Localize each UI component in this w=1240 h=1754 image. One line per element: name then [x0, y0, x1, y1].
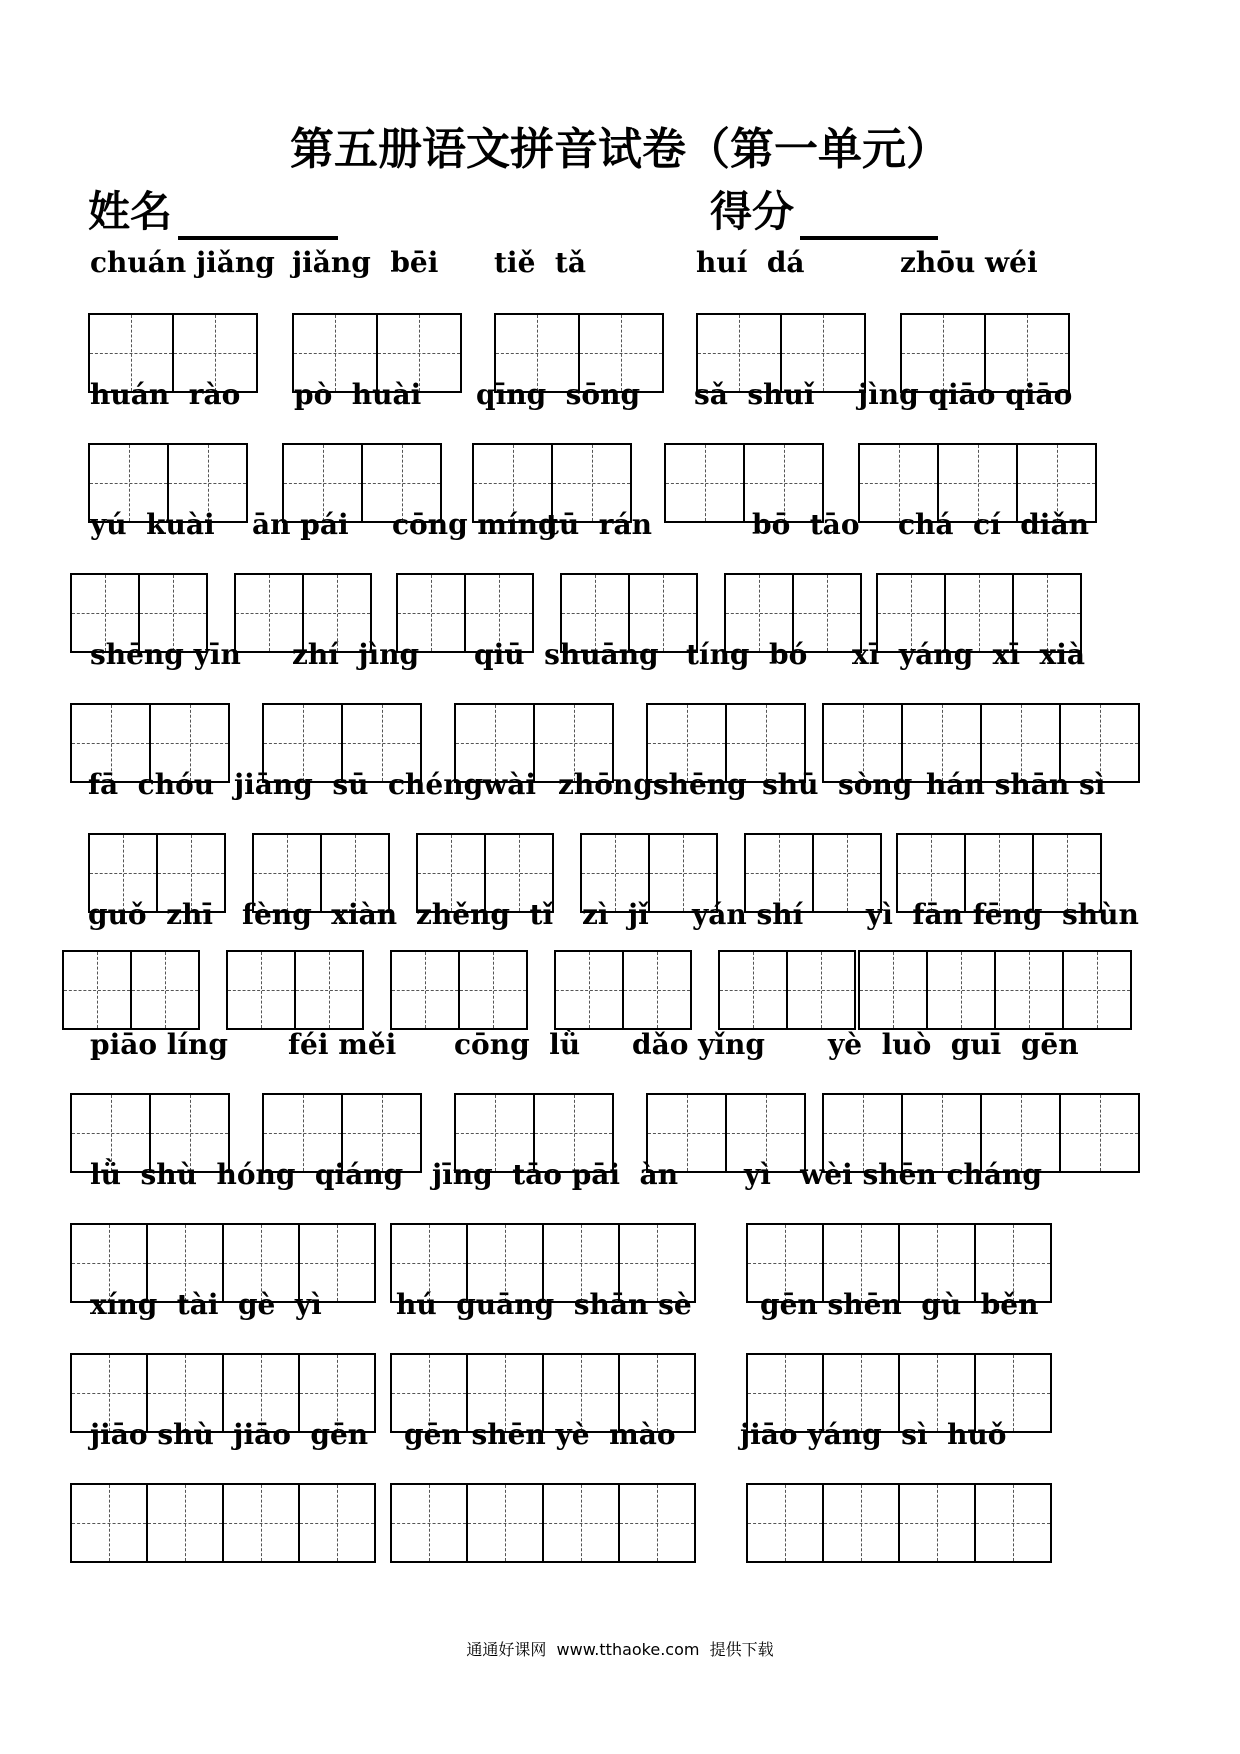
pinyin-prompt: xī yáng xī xià	[852, 638, 1085, 671]
pinyin-prompt: yè luò guī gēn	[828, 1028, 1079, 1061]
pinyin-prompt: tū rán	[546, 508, 653, 541]
pinyin-prompt: lǜ shù hóng qiáng	[90, 1158, 404, 1191]
tianzige-cell[interactable]	[132, 952, 200, 1028]
answer-box-group	[70, 1483, 376, 1563]
tianzige-cell[interactable]	[788, 952, 856, 1028]
tianzige-cell[interactable]	[666, 445, 745, 521]
tianzige-cell[interactable]	[900, 1485, 976, 1561]
pinyin-prompt: huán rào	[90, 378, 241, 411]
pinyin-prompt: yì fān fēng shùn	[866, 898, 1139, 931]
answer-box-group	[554, 950, 692, 1030]
pinyin-prompt: pò huài	[294, 378, 422, 411]
pinyin-prompt: shēng yīn	[90, 638, 241, 671]
tianzige-cell[interactable]	[620, 1485, 696, 1561]
tianzige-cell[interactable]	[556, 952, 624, 1028]
answer-box-group	[858, 950, 1132, 1030]
pinyin-prompt: chá cí diǎn	[898, 508, 1089, 541]
tianzige-cell[interactable]	[624, 952, 692, 1028]
answer-box-group	[226, 950, 364, 1030]
tianzige-cell[interactable]	[148, 1485, 224, 1561]
tianzige-cell[interactable]	[1061, 1095, 1140, 1171]
pinyin-prompt: tíng bó	[686, 638, 808, 671]
pinyin-prompt: zì jǐ	[582, 898, 649, 931]
pinyin-prompt: cōng míng	[392, 508, 558, 541]
score-label: 得分	[710, 187, 795, 236]
pinyin-prompt: cōng lǜ	[454, 1028, 581, 1061]
tianzige-cell[interactable]	[72, 1485, 148, 1561]
pinyin-prompt: gēn shēn yè mào	[404, 1418, 676, 1451]
tianzige-cell[interactable]	[860, 952, 928, 1028]
pinyin-prompt: jiāo yáng sì huǒ	[740, 1418, 1007, 1451]
tianzige-cell[interactable]	[300, 1485, 376, 1561]
pinyin-prompt: bō tāo	[752, 508, 860, 541]
tianzige-cell[interactable]	[224, 1485, 300, 1561]
pinyin-prompt: yú kuài	[90, 508, 215, 541]
tianzige-cell[interactable]	[460, 952, 528, 1028]
pinyin-prompt: hú guāng shān sè	[396, 1288, 692, 1321]
score-blank	[800, 196, 938, 240]
answer-box-group	[718, 950, 856, 1030]
tianzige-cell[interactable]	[296, 952, 364, 1028]
pinyin-prompt: sǎ shuǐ	[694, 378, 815, 411]
pinyin-prompt: ān pái	[252, 508, 349, 541]
pinyin-prompt: yì wèi shēn cháng	[744, 1158, 1042, 1191]
pinyin-prompt: zhōngshēng	[558, 768, 747, 801]
pinyin-prompt: piāo líng	[90, 1028, 228, 1061]
pinyin-prompt: chéngwài	[388, 768, 537, 801]
pinyin-prompt: jiǎng bēi	[292, 246, 439, 279]
pinyin-prompt: zhěng tǐ	[416, 898, 554, 931]
pinyin-prompt: hán shān sì	[926, 768, 1106, 801]
footer-credit: 通通好课网 www.tthaoke.com 提供下载	[466, 1640, 774, 1659]
pinyin-prompt: qiū shuāng	[474, 638, 659, 671]
pinyin-prompt: jiāng sū	[234, 768, 369, 801]
pinyin-prompt: chuán jiǎng	[90, 246, 275, 279]
tianzige-cell[interactable]	[392, 952, 460, 1028]
pinyin-prompt: qīng sōng	[476, 378, 641, 411]
tianzige-cell[interactable]	[996, 952, 1064, 1028]
pinyin-prompt: jiāo shù jiāo gēn	[90, 1418, 369, 1451]
pinyin-prompt: dǎo yǐng	[632, 1028, 765, 1061]
pinyin-prompt: jìng qiāo qiāo	[858, 378, 1073, 411]
pinyin-prompt: tiě tǎ	[494, 246, 586, 279]
tianzige-cell[interactable]	[64, 952, 132, 1028]
tianzige-cell[interactable]	[1064, 952, 1132, 1028]
name-label: 姓名	[88, 187, 173, 236]
pinyin-prompt: zhōu wéi	[900, 246, 1038, 279]
pinyin-prompt: jīng tāo pāi àn	[432, 1158, 679, 1191]
tianzige-cell[interactable]	[720, 952, 788, 1028]
tianzige-cell[interactable]	[468, 1485, 544, 1561]
tianzige-cell[interactable]	[748, 1485, 824, 1561]
pinyin-prompt: féi měi	[288, 1028, 397, 1061]
pinyin-prompt: fèng xiàn	[242, 898, 398, 931]
pinyin-prompt: gēn shēn gù běn	[760, 1288, 1039, 1321]
pinyin-prompt: zhí jìng	[292, 638, 420, 671]
tianzige-cell[interactable]	[976, 1485, 1052, 1561]
pinyin-prompt: yán shí	[692, 898, 804, 931]
pinyin-prompt: guǒ zhī	[88, 898, 214, 931]
tianzige-cell[interactable]	[824, 1485, 900, 1561]
pinyin-prompt: huí dá	[696, 246, 805, 279]
pinyin-prompt: shū sòng	[762, 768, 913, 801]
answer-box-group	[390, 950, 528, 1030]
tianzige-cell[interactable]	[928, 952, 996, 1028]
score-field	[710, 184, 938, 240]
name-field	[88, 184, 338, 240]
tianzige-cell[interactable]	[544, 1485, 620, 1561]
worksheet-title: 第五册语文拼音试卷（第一单元）	[290, 124, 950, 175]
tianzige-cell[interactable]	[392, 1485, 468, 1561]
answer-box-group	[390, 1483, 696, 1563]
name-blank	[178, 196, 338, 240]
answer-box-group	[746, 1483, 1052, 1563]
pinyin-prompt: xíng tài gè yì	[90, 1288, 322, 1321]
tianzige-cell[interactable]	[228, 952, 296, 1028]
pinyin-prompt: fā chóu	[88, 768, 215, 801]
answer-box-group	[62, 950, 200, 1030]
